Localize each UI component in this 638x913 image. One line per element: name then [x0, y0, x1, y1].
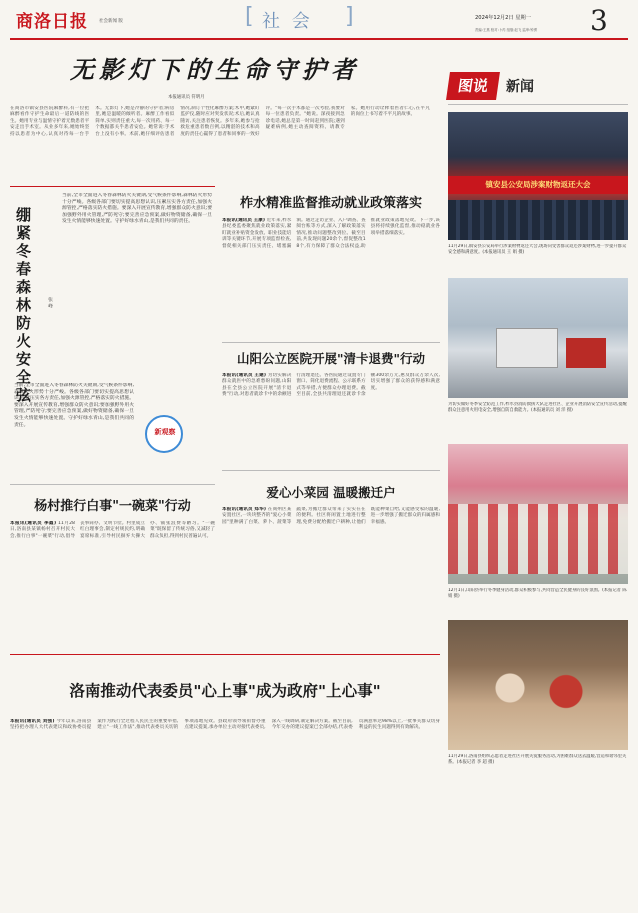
shanyang-byline: 本报讯(通讯员 王建) [222, 373, 268, 378]
caption-fire-text: 为切实做好冬季安全防范工作,柞水县消防救援大队走进社区、企业开展消防安全宣传活动,提醒群众注意用火用电安全,增强自防自救能力。 [448, 402, 627, 413]
caption-fitness-byline: (本报记者 陈 娟 摄) [448, 588, 627, 599]
section-bracket-left: [ [245, 4, 254, 29]
luonan-byline: 本报讯(通讯员 刘强) [10, 719, 57, 724]
lead-byline: 本报通讯员 符明月 [168, 95, 205, 100]
tuxin-rule [448, 104, 628, 105]
luonan-text: 今年以来,洛南县坚持把办理人大代表建议和政协委员提案作为践行全过程人民民主的重要举措,建立"一线工作法",推动代表委员关切的事项落地见效。县政府领导领衔督办重点建议提案,承办单位主动对接代表委员,深入一线调研,制定解决方案。截至目前,今年交办的建议提案已全部办结,代表委员满意率达98%以上,一批事关群众切身利益的民生问题得到有效解决。 [10, 719, 440, 731]
masthead-logo: 商洛日报 [16, 12, 88, 32]
masthead-sub: 社会新闻 版 [99, 19, 123, 24]
aixin-text: 在商州区某安置社区,一块块整齐的"爱心小菜园"里种满了白菜、萝卜、菠菜等蔬菜,为搬迁群众带来了实实在在的便利。社区将闲置土地进行整理,免费分配给搬迁户耕种,让他们既能种菜自给,又能感受家的温暖,进一步增强了搬迁群众的归属感和幸福感。 [222, 507, 440, 525]
masthead-rule [10, 38, 628, 40]
column-body-2: 当前,全市全面进入冬春森林防火关键期,受气候条件影响,森林防火形势十分严峻。各级各部门要切实提高思想认识,压紧压实各方责任,加强火源管控,严格落实防火措施。要深入开展宣传教育,增强群众防火意识;要加强野外用火管理,严防死守;要完善应急预案,做好物资储备,确保一旦发生火情能够快速处置。守护好绿水青山,是我们共同的责任。 [14, 383, 134, 428]
shanyang-body [222, 373, 440, 463]
aixin-byline: 本报讯(通讯员 郑华) [222, 507, 268, 512]
fitness-people [448, 504, 628, 574]
tuxin-badge: 图说 [446, 72, 500, 100]
zhashui-body [222, 218, 440, 332]
photo-fitness [448, 444, 628, 584]
yangling-text: 11月28日,洛南县某镇杨村召开村民大会,推行白事"一碗菜"行动,倡导丧事简办、文明节俭。村里成立红白理事会,制定村规民约,明确宴席标准,引导村民摒弃大操大办、铺张浪费等陋习。"一碗菜"既保留了传统习俗,又减轻了群众负担,得到村民普遍认可。 [10, 521, 215, 539]
page-number: 3 [590, 4, 608, 37]
yangling-byline: 本报讯(通讯员 李霞) [10, 521, 58, 526]
column-author: 张 峰 [47, 297, 52, 309]
yangling-body [10, 521, 215, 647]
fire-truck-red [566, 338, 606, 368]
section-bracket-right: ] [345, 4, 354, 29]
masthead [0, 0, 638, 40]
photo-community [448, 620, 628, 750]
photo-police-meeting [448, 112, 628, 240]
column-badge [145, 415, 183, 453]
tuxin-label: 新闻 [506, 79, 534, 95]
caption-police-byline: (本报通讯员 王 娟 摄) [482, 250, 525, 255]
tuxin-header [448, 68, 628, 108]
aixin-body [222, 507, 440, 647]
aixin-title: 爱心小菜园 温暖搬迁户 [266, 485, 396, 500]
caption-police-text: 11月29日,镇安县公安局举行涉案财物返还大会,现场向受害群众返还涉案财物,进一步提升群众安全感和满意度。 [448, 244, 627, 255]
yangling-title: 杨村推行白事"一碗菜"行动 [34, 499, 191, 514]
police-banner: 镇安县公安局涉案财物返还大会 [448, 176, 628, 194]
caption-fitness-text: 12月1日,山阳县举行冬季健身活动,群众积极参与,共同营造全民健身的良好氛围。 [448, 588, 603, 593]
police-crowd [448, 200, 628, 240]
caption-community [448, 754, 628, 788]
luonan-body [10, 719, 440, 905]
luonan-story [10, 654, 440, 904]
column-box [10, 186, 215, 476]
shanyang-title: 山阳公立医院开展"清卡退费"行动 [236, 351, 426, 366]
zhashui-title: 柞水精准监督推动就业政策落实 [239, 196, 422, 211]
issue-date: 2024年12月2日 星期一 [475, 15, 531, 21]
zhashui-byline: 本报讯(通讯员 王康) [222, 218, 267, 223]
caption-community-text: 11月29日,洛南县组织志愿者走进社区开展关爱服务活动,为困难群众送去温暖,营造和谐邻里关系。 [448, 754, 627, 765]
community-people [468, 660, 608, 730]
fire-truck-shape [496, 328, 558, 368]
section-title: 社 会 [262, 11, 313, 32]
yangling-story [10, 484, 215, 646]
shanyang-text: 为切实解决群众就医中的急难愁盼问题,山阳县在全县公立医院开展"清卡退费"行动,对患者就诊卡中的余额进行清理退还。各医院通过设置专门窗口、简化退费流程、公示联系方式等举措,方便群众办理退费。截至目前,全县共清理退还就诊卡余额300余万元,惠及群众万余人次,切实增强了群众的获得感和满意度。 [222, 373, 440, 398]
luonan-title: 洛南推动代表委员"心上事"成为政府"上心事" [69, 682, 381, 700]
zhashui-text: 近年来,柞水县纪委监委聚焦就业政策落实,紧盯就业补贴资金发放、职业技能培训等关键环节,开展专项监督检查,督促相关部门压实责任、堵塞漏洞。通过走访企业、入户调查、查阅台账等方式,深入了解政策落实情况,推动问题整改到位。截至目前,共发现问题20余个,督促整改18个,有力保障了群众合法权益,助推就业政策落地见效。下一步,该县将持续强化监督,推动稳就业各项举措落细落实。 [222, 218, 440, 249]
caption-fire-byline: (本报通讯员 刘 洋 摄) [531, 408, 573, 413]
lead-body: 在商洛市镇安县医院麻醉科,有一位把麻醉看作守护生命最后一道防线的医生。她用专业与温情守护着无数患者平安走出手术室。从业多年来,她始终坚持以患者为中心,认真对待每一台手术。无影灯下,她是冷静的守护者;病房里,她是温暖的倾听者。麻醉工作看似简单,实则责任重大,每一次用药、每一个数据都关乎患者安危。她常说:手术台上没有小事。术前,她仔细评估患者情况,制订个性化麻醉方案;术中,她紧盯监护仪,随时应对突发状况;术后,她认真随访,关注患者恢复。多年来,她参与抢救危重患者数百例,以精湛的技术和高度的责任心赢得了患者和同事的一致好评。"每一次手术都是一次考验,我要对每一位患者负责。"她说。深夜接到急诊电话,她总是第一时间赶到医院;遇到疑难病例,她主动查阅资料、请教专家。她用行动诠释着医者仁心,在平凡的岗位上书写着不平凡的故事。 [10, 106, 430, 137]
zhashui-story [222, 192, 440, 332]
column-title: 绷紧冬春森林防火安全弦 [14, 207, 32, 405]
editors: 责编:王燕 校对:卜芮 组版:赵飞 监审:钟勇 [475, 28, 538, 32]
lead-story [10, 48, 430, 178]
caption-police [448, 244, 628, 274]
shanyang-story [222, 342, 440, 462]
column-body: 当前,全市全面进入冬春森林防火关键期,受气候条件影响,森林防火形势十分严峻。各级各部门要切实提高思想认识,压紧压实各方责任,加强火源管控,严格落实防火措施。要深入开展宣传教育,增强群众防火意识;要加强野外用火管理,严防死守;要完善应急预案,做好物资储备,确保一旦发生火情能够快速处置。守护好绿水青山,是我们共同的责任。 [62, 193, 212, 225]
aixin-story [222, 470, 440, 646]
photo-fire-safety [448, 278, 628, 398]
column-badge-text: 新观察 [154, 428, 176, 436]
caption-community-byline: (本报记者 李 超 摄) [456, 760, 495, 765]
caption-fire [448, 402, 628, 438]
caption-fitness [448, 588, 628, 614]
lead-title: 无影灯下的生命守护者 [70, 55, 360, 84]
